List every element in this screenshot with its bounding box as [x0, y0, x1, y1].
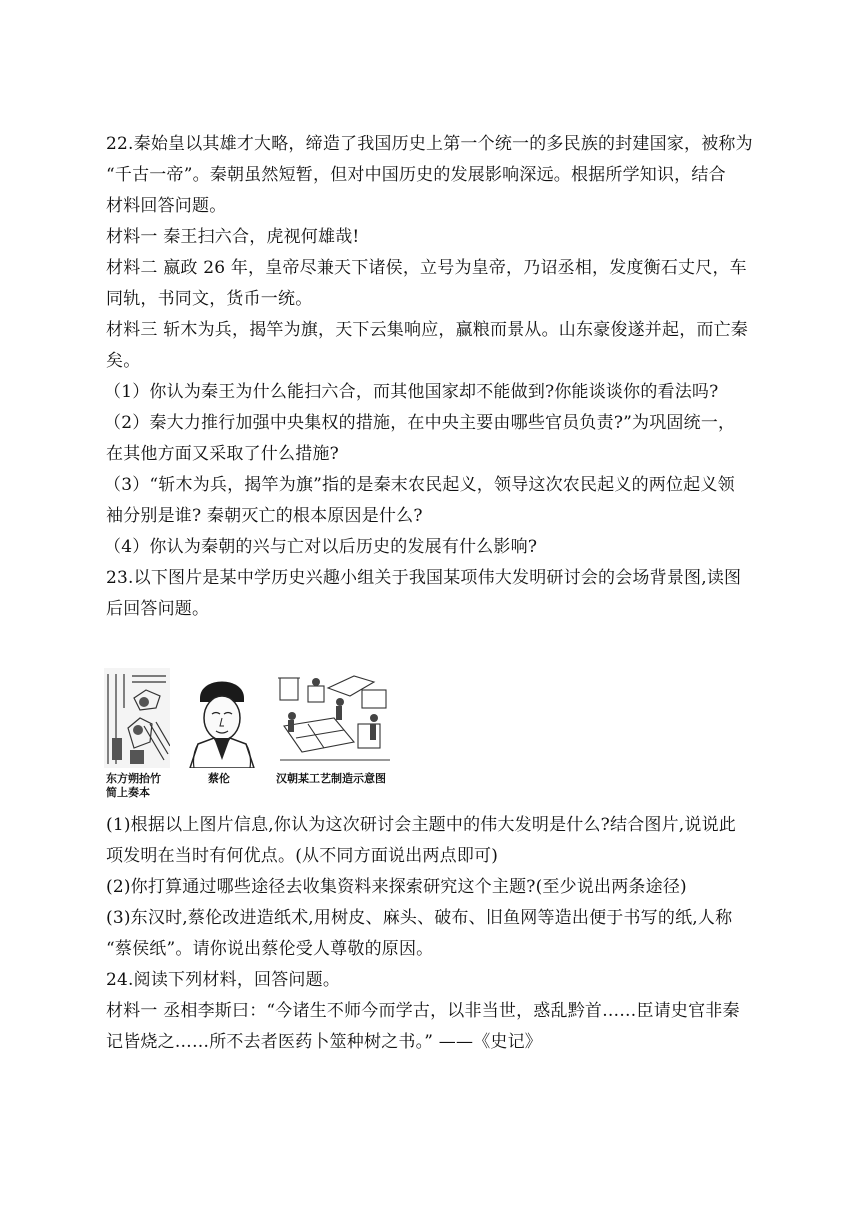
q23-figures: [104, 668, 404, 808]
q22-intro-line-3: 材料回答问题。: [106, 196, 227, 216]
figure-caption-bamboo-2: 简上奏本: [106, 786, 150, 799]
q22-question-2-line-1: （2）秦大力推行加强中央集权的措施，在中央主要由哪些官员负责?”为巩固统一，: [104, 413, 736, 433]
q24-material-1-line-1: 材料一 丞相李斯曰：“今诸生不师今而学古，以非当世，惑乱黔首……臣请史官非秦: [106, 1001, 740, 1021]
q23-question-3-line-1: (3)东汉时,蔡伦改进造纸术,用树皮、麻头、破布、旧鱼网等造出便于书写的纸,人称: [106, 908, 733, 928]
q23-question-2: (2)你打算通过哪些途径去收集资料来探索研究这个主题?(至少说出两条途径): [106, 877, 687, 897]
q23-question-1-line-2: 项发明在当时有何优点。(从不同方面说出两点即可): [106, 846, 499, 866]
q22-material-2-line-2: 同轨，书同文，货币一统。: [106, 289, 313, 309]
q22-material-1: 材料一 秦王扫六合，虎视何雄哉!: [106, 227, 360, 247]
q24-material-1-line-2: 记皆烧之……所不去者医药卜筮种树之书。” ——《史记》: [106, 1032, 542, 1052]
figure-caption-papermaking: 汉朝某工艺制造示意图: [276, 772, 386, 785]
q23-question-3-line-2: “蔡侯纸”。请你说出蔡伦受人尊敬的原因。: [106, 939, 434, 959]
figure-caption-cai-lun: 蔡伦: [208, 772, 230, 785]
q22-material-2-line-1: 材料二 嬴政 26 年，皇帝尽兼天下诸侯，立号为皇帝，乃诏丞相，发度衡石丈尺，车: [106, 258, 747, 278]
q22-intro-line-2: “千古一帝”。秦朝虽然短暂，但对中国历史的发展影响深远。根据所学知识，结合: [106, 165, 726, 185]
q22-intro-line-1: 22.秦始皇以其雄才大略，缔造了我国历史上第一个统一的多民族的封建国家，被称为: [106, 134, 753, 154]
q22-material-3-line-1: 材料三 斩木为兵，揭竿为旗，天下云集响应，赢粮而景从。山东豪俊遂并起，而亡秦: [106, 320, 749, 340]
q22-question-3-line-2: 袖分别是谁? 秦朝灭亡的根本原因是什么?: [106, 506, 423, 526]
q22-question-3-line-1: （3）“斩木为兵，揭竿为旗”指的是秦末农民起义，领导这次农民起义的两位起义领: [104, 475, 735, 495]
q22-question-2-line-2: 在其他方面又采取了什么措施?: [106, 444, 339, 464]
q22-material-3-line-2: 矣。: [106, 351, 141, 371]
figure-caption-bamboo-1: 东方朔抬竹: [106, 772, 161, 785]
cai-lun-portrait: [184, 668, 260, 768]
q23-intro-line-2: 后回答问题。: [106, 599, 210, 619]
bamboo-slips-illustration: [104, 668, 170, 768]
q22-question-4: （4）你认为秦朝的兴与亡对以后历史的发展有什么影响?: [104, 537, 538, 557]
q23-question-1-line-1: (1)根据以上图片信息,你认为这次研讨会主题中的伟大发明是什么?结合图片,说说此: [106, 815, 737, 835]
papermaking-process-illustration: [274, 668, 396, 768]
q24-intro: 24.阅读下列材料，回答问题。: [106, 970, 341, 990]
q22-question-1: （1）你认为秦王为什么能扫六合，而其他国家却不能做到?你能谈谈你的看法吗?: [104, 382, 719, 402]
q23-intro-line-1: 23.以下图片是某中学历史兴趣小组关于我国某项伟大发明研讨会的会场背景图,读图: [106, 568, 742, 588]
